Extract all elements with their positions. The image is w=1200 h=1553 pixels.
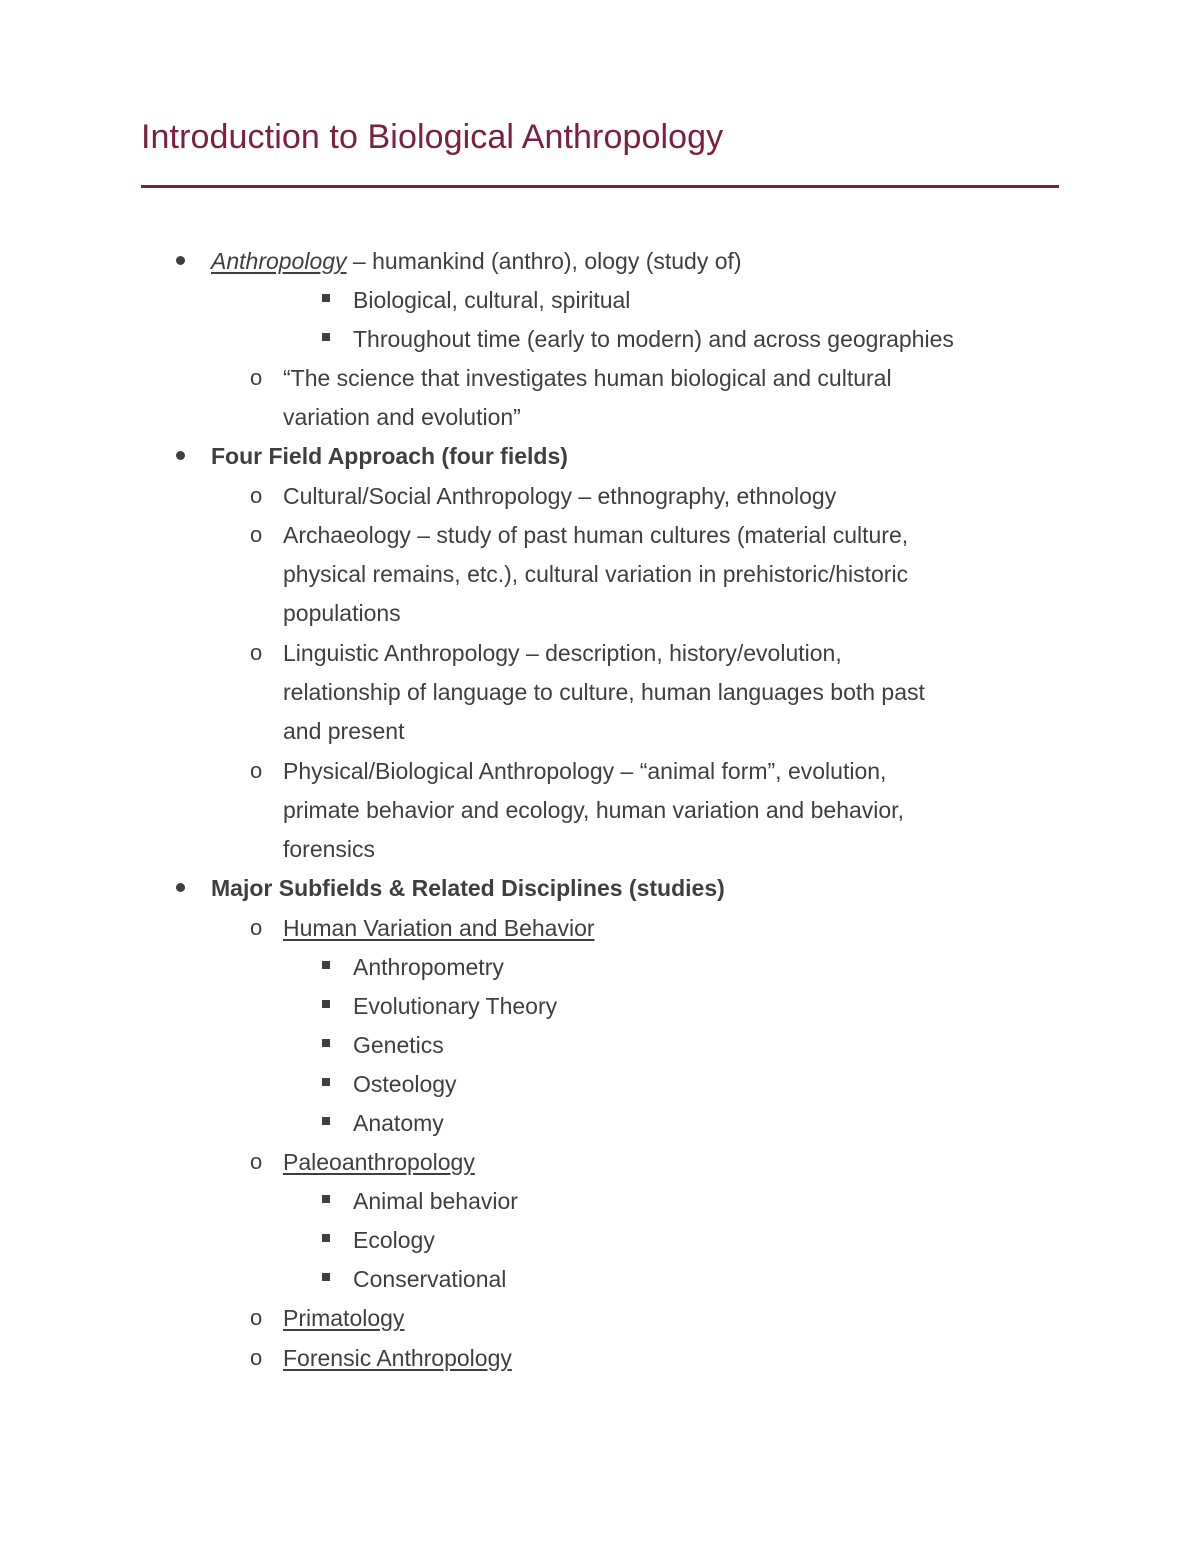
list-item: primate behavior and ecology, human variation and behavior,: [283, 797, 904, 823]
subfield-title: Human Variation and Behavior: [283, 915, 595, 941]
quote-line: “The science that investigates human biological and cultural: [283, 365, 892, 391]
bullet-square-icon: [322, 1117, 330, 1125]
bullet-circle-icon: o: [250, 758, 263, 783]
section-heading: Four Field Approach (four fields): [211, 443, 568, 469]
list-item: [211, 246, 742, 276]
bullet-square-icon: [322, 1000, 330, 1008]
list-item: relationship of language to culture, human languages both past: [283, 679, 925, 705]
subfield-title: Paleoanthropology: [283, 1149, 475, 1175]
list-item: Linguistic Anthropology – description, history/evolution,: [283, 640, 842, 666]
definition-text: – humankind (anthro), ology (study of): [346, 248, 742, 274]
list-item: Throughout time (early to modern) and across geographies: [353, 326, 954, 352]
list-item: Conservational: [353, 1266, 507, 1292]
bullet-square-icon: [322, 1078, 330, 1086]
bullet-circle-icon: o: [250, 483, 263, 508]
bullet-disc-icon: [176, 256, 185, 265]
bullet-square-icon: [322, 1273, 330, 1281]
list-item: Osteology: [353, 1071, 457, 1097]
list-item: physical remains, etc.), cultural variation in prehistoric/historic: [283, 561, 909, 587]
list-item: Animal behavior: [353, 1188, 518, 1214]
list-item: and present: [283, 718, 405, 744]
bullet-circle-icon: o: [250, 522, 263, 547]
list-item: Cultural/Social Anthropology – ethnography, ethnology: [283, 483, 837, 509]
list-item: Anthropometry: [353, 954, 504, 980]
bullet-square-icon: [322, 1195, 330, 1203]
quote-line: variation and evolution”: [283, 404, 521, 430]
bullet-circle-icon: o: [250, 1305, 263, 1330]
title-divider: [141, 185, 1059, 188]
subfield-title: Forensic Anthropology: [283, 1345, 512, 1371]
bullet-disc-icon: [176, 883, 185, 892]
bullet-square-icon: [322, 1039, 330, 1047]
page-title: Introduction to Biological Anthropology: [141, 118, 724, 156]
list-item: Physical/Biological Anthropology – “animal form”, evolution,: [283, 758, 887, 784]
list-item: forensics: [283, 836, 376, 862]
list-item: Anatomy: [353, 1110, 444, 1136]
list-item: Evolutionary Theory: [353, 993, 558, 1019]
bullet-circle-icon: o: [250, 365, 263, 390]
bullet-square-icon: [322, 961, 330, 969]
subfield-title: Primatology: [283, 1305, 405, 1331]
term-anthropology: Anthropology: [211, 248, 347, 274]
list-item: Ecology: [353, 1227, 435, 1253]
bullet-circle-icon: o: [250, 1149, 263, 1174]
list-item: Biological, cultural, spiritual: [353, 287, 631, 313]
bullet-square-icon: [322, 333, 330, 341]
list-item: populations: [283, 600, 401, 626]
section-heading: Major Subfields & Related Disciplines (studies): [211, 875, 725, 901]
list-item: Genetics: [353, 1032, 444, 1058]
bullet-circle-icon: o: [250, 640, 263, 665]
bullet-circle-icon: o: [250, 915, 263, 940]
bullet-circle-icon: o: [250, 1345, 263, 1370]
list-item: Archaeology – study of past human cultures (material culture,: [283, 522, 909, 548]
bullet-square-icon: [322, 294, 330, 302]
bullet-disc-icon: [176, 451, 185, 460]
bullet-square-icon: [322, 1234, 330, 1242]
